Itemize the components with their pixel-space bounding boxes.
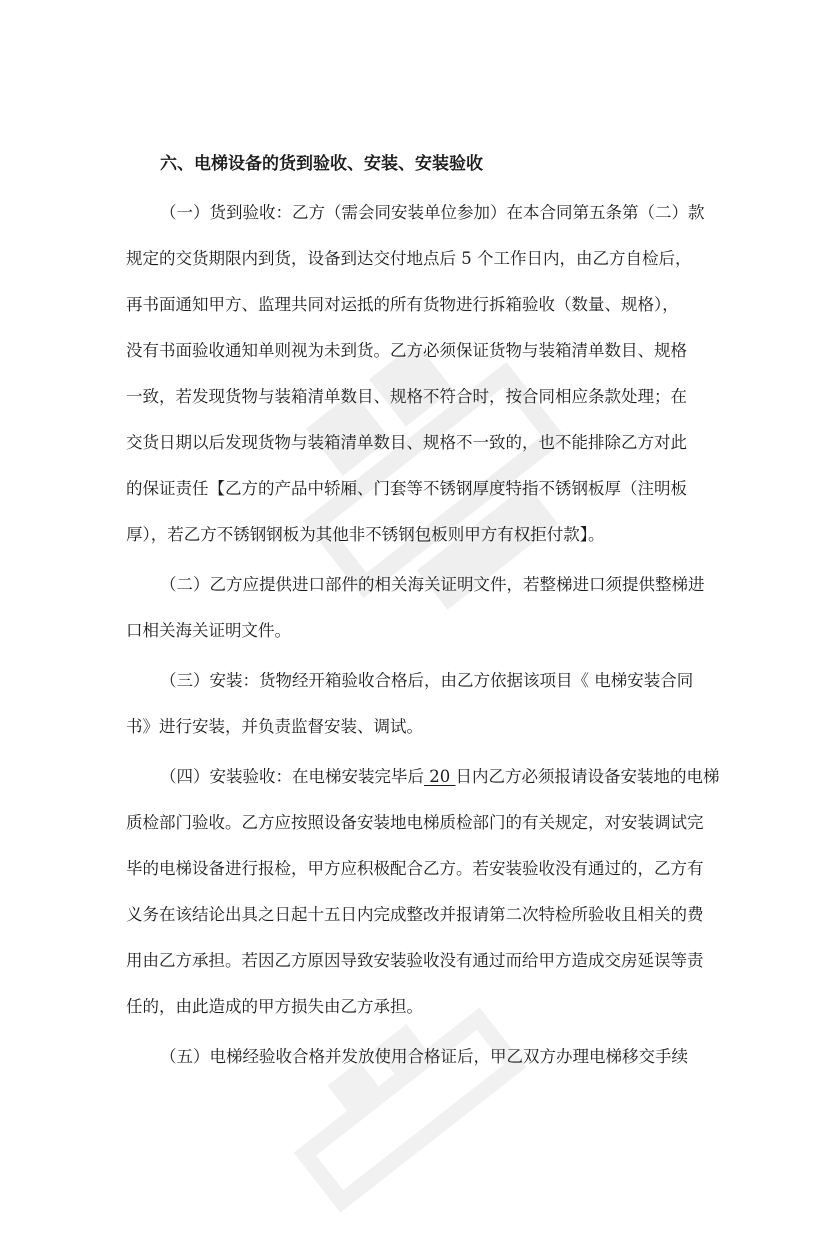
paragraph-line: 的保证责任【乙方的产品中轿厢、门套等不锈钢厚度特指不锈钢板厚（注明板 xyxy=(126,479,687,498)
paragraph-line: 厚），若乙方不锈钢钢板为其他非不锈钢包板则甲方有权拒付款】。 xyxy=(126,525,605,544)
paragraph-line: 再书面通知甲方、监理共同对运抵的所有货物进行拆箱验收（数量、规格）， xyxy=(126,295,679,314)
paragraph-line: 口相关海关证明文件。 xyxy=(126,621,291,640)
paragraph-line: 交货日期以后发现货物与装箱清单数目、规格不一致的，也不能排除乙方对此 xyxy=(126,433,687,452)
paragraph-line: 书》进行安装，并负责监督安装、调试。 xyxy=(126,717,423,736)
paragraph-line: （二）乙方应提供进口部件的相关海关证明文件，若整梯进口须提供整梯进 xyxy=(160,575,705,594)
paragraph-line: 用由乙方承担。若因乙方原因导致安装验收没有通过而给甲方造成交房延误等责 xyxy=(126,951,704,970)
acceptance-days-value: 20 xyxy=(424,767,456,786)
installation-acceptance-suffix: 日内乙方必须报请设备安装地的电梯 xyxy=(455,767,720,786)
section-heading: 六、电梯设备的货到验收、安装、安装验收 xyxy=(160,154,483,174)
paragraph-line xyxy=(160,763,720,791)
paragraph-line: 义务在该结论出具之日起十五日内完成整改并报请第二次特检所验收且相关的费 xyxy=(126,905,704,924)
paragraph-line: 没有书面验收通知单则视为未到货。乙方必须保证货物与装箱清单数目、规格 xyxy=(126,341,687,360)
paragraph-line: （三）安装：货物经开箱验收合格后，由乙方依据该项目《 电梯安装合同 xyxy=(160,671,694,690)
paragraph-line: 规定的交货期限内到货，设备到达交付地点后 5 个工作日内，由乙方自检后， xyxy=(126,249,692,268)
paragraph-line: （一）货到验收：乙方（需会同安装单位参加）在本合同第五条第（二）款 xyxy=(160,203,705,222)
paragraph-line: （五）电梯经验收合格并发放使用合格证后，甲乙双方办理电梯移交手续 xyxy=(160,1047,688,1066)
paragraph-line: 毕的电梯设备进行报检，甲方应积极配合乙方。若安装验收没有通过的，乙方有 xyxy=(126,859,704,878)
paragraph-line: 任的，由此造成的甲方损失由乙方承担。 xyxy=(126,997,423,1016)
paragraph-line: 一致，若发现货物与装箱清单数目、规格不符合时，按合同相应条款处理；在 xyxy=(126,387,687,406)
installation-acceptance-prefix: （四）安装验收：在电梯安装完毕后 xyxy=(160,767,424,786)
paragraph-line: 质检部门验收。乙方应按照设备安装地电梯质检部门的有关规定，对安装调试完 xyxy=(126,813,704,832)
